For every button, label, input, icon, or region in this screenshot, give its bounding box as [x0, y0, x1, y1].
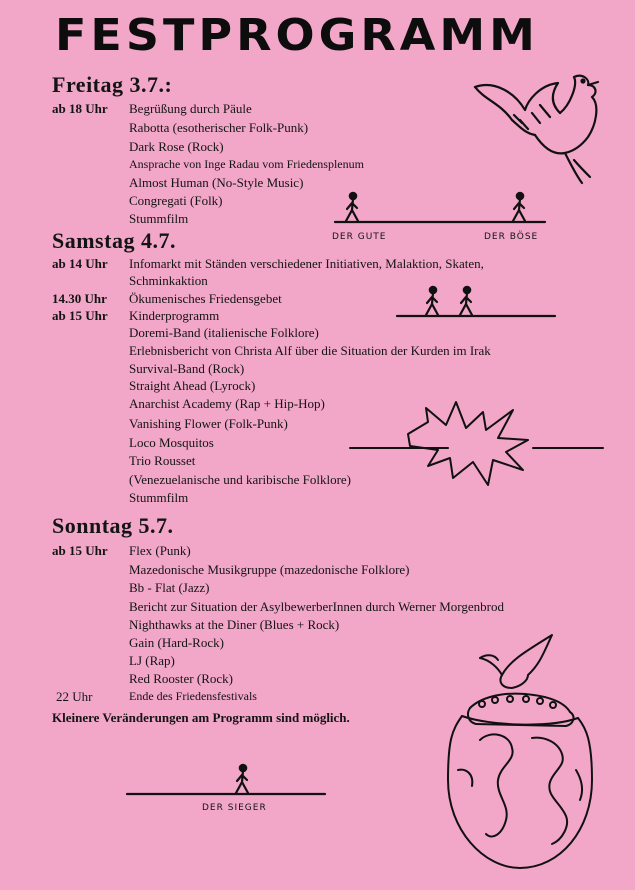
program-item: Bb - Flat (Jazz)	[129, 580, 210, 595]
program-item: Straight Ahead (Lyrock)	[129, 378, 256, 393]
program-item: Flex (Punk)	[129, 543, 191, 558]
program-item: Infomarkt mit Ständen verschiedener Initiativen, Malaktion, Skaten,	[129, 256, 484, 271]
day-heading-sunday: Sonntag 5.7.	[52, 513, 174, 538]
page-title: FESTPROGRAMM	[55, 9, 539, 61]
program-item: (Venezuelanische und karibische Folklore)	[129, 472, 352, 487]
program-item: Rabotta (esotherischer Folk-Punk)	[129, 120, 309, 135]
program-item: Loco Mosquitos	[129, 435, 214, 450]
program-item: Bericht zur Situation der AsylbewerberInnen durch Werner Morgenbrod	[129, 599, 505, 614]
day-heading-saturday: Samstag 4.7.	[52, 228, 176, 253]
walking-figures-icon	[395, 285, 560, 320]
program-item: Kinderprogramm	[129, 308, 220, 323]
label-good: DER GUTE	[332, 232, 387, 242]
lone-figure-icon	[125, 763, 330, 803]
dove-icon	[470, 65, 620, 190]
program-item: Congregati (Folk)	[129, 193, 223, 208]
time-label: 22 Uhr	[56, 689, 93, 704]
program-item: Mazedonische Musikgruppe (mazedonische Folklore)	[129, 562, 410, 577]
footnote: Kleinere Veränderungen am Programm sind möglich.	[52, 710, 350, 725]
program-item: LJ (Rap)	[129, 653, 175, 668]
program-item: Almost Human (No-Style Music)	[129, 175, 304, 190]
dove-on-globe-icon	[440, 630, 600, 875]
program-item: Nighthawks at the Diner (Blues + Rock)	[129, 617, 340, 632]
time-label: ab 18 Uhr	[52, 101, 108, 116]
program-item: Trio Rousset	[129, 453, 196, 468]
program-item: Ansprache von Inge Radau vom Friedensplenum	[129, 157, 364, 171]
time-label: ab 15 Uhr	[52, 308, 108, 323]
program-item: Erlebnisbericht von Christa Alf über die Situation der Kurden im Irak	[129, 343, 491, 358]
program-item: Stummfilm	[129, 490, 189, 505]
program-item: Dark Rose (Rock)	[129, 139, 224, 154]
time-label: ab 14 Uhr	[52, 256, 108, 271]
program-item: Begrüßung durch Päule	[129, 101, 252, 116]
label-winner: DER SIEGER	[202, 803, 267, 813]
explosion-icon	[348, 400, 608, 490]
program-item: Stummfilm	[129, 211, 189, 226]
program-item: Gain (Hard-Rock)	[129, 635, 224, 650]
program-item: Schminkaktion	[129, 273, 208, 288]
program-item: Anarchist Academy (Rap + Hip-Hop)	[129, 396, 325, 411]
program-item: Doremi-Band (italienische Folklore)	[129, 325, 319, 340]
program-item: Survival-Band (Rock)	[129, 361, 245, 376]
label-bad: DER BÖSE	[484, 232, 539, 242]
program-item: Ende des Friedensfestivals	[129, 689, 257, 703]
program-item: Red Rooster (Rock)	[129, 671, 233, 686]
time-label: 14.30 Uhr	[52, 291, 107, 306]
program-item: Vanishing Flower (Folk-Punk)	[129, 416, 288, 431]
day-heading-friday: Freitag 3.7.:	[52, 72, 173, 97]
program-item: Ökumenisches Friedensgebet	[129, 291, 282, 306]
time-label: ab 15 Uhr	[52, 543, 108, 558]
